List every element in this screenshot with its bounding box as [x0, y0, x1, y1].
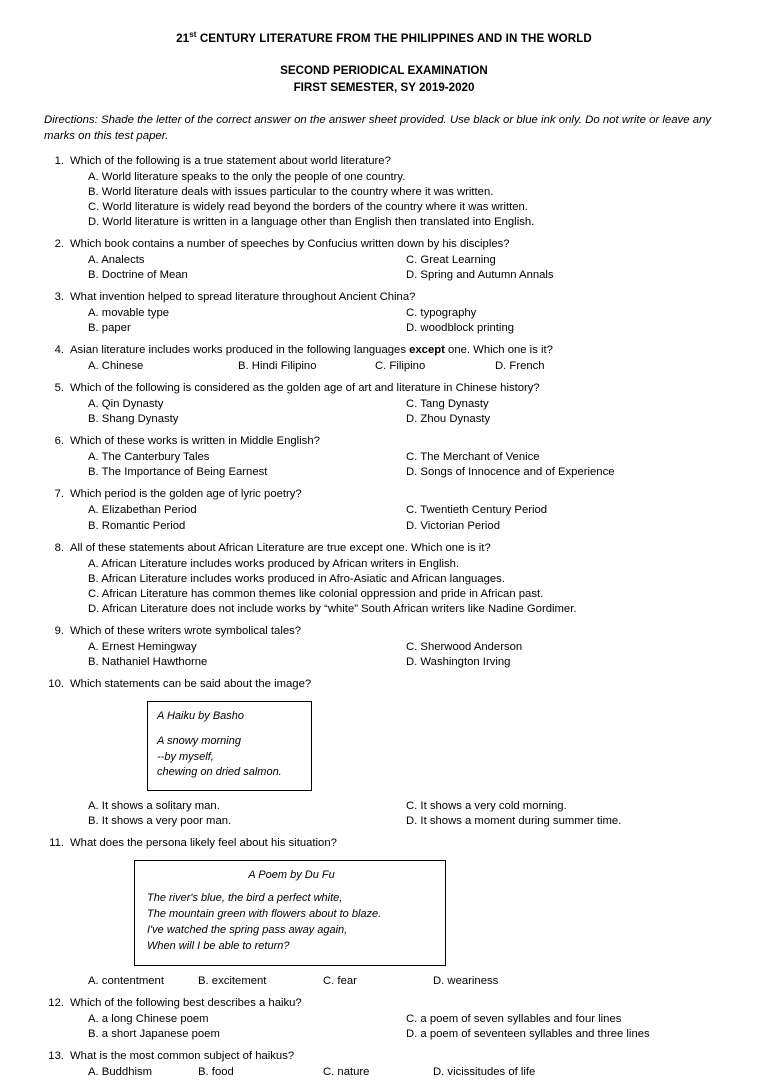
question-body	[70, 541, 724, 557]
choice-option[interactable]: C. World literature is widely read beyond the borders of the country where it was written.	[88, 201, 528, 214]
choice-list	[70, 640, 724, 670]
choices-body	[70, 974, 724, 989]
choice-list	[70, 359, 724, 374]
choice-list	[70, 1012, 724, 1042]
choice-option[interactable]: C. Filipino	[375, 360, 426, 373]
choices-indent	[44, 450, 70, 480]
choices-row	[44, 799, 724, 829]
question-item	[44, 624, 724, 640]
choices-row	[44, 1065, 724, 1080]
choice-option[interactable]: A. The Canterbury Tales	[88, 451, 210, 464]
choice-option[interactable]: C. The Merchant of Venice	[406, 451, 540, 464]
choice-option[interactable]: A. It shows a solitary man.	[88, 800, 220, 813]
question-number: 10.	[48, 677, 64, 690]
choices-indent	[44, 170, 70, 230]
question-item	[44, 1049, 724, 1065]
choice-option[interactable]: C. Twentieth Century Period	[406, 504, 548, 517]
choices-row	[44, 974, 724, 989]
poem-line: I've watched the spring pass away again,	[147, 924, 348, 937]
choices-body	[70, 306, 724, 336]
question-item	[44, 434, 724, 450]
choice-option[interactable]: A. Qin Dynasty	[88, 398, 164, 411]
choices-body	[70, 397, 724, 427]
question-number: 9.	[54, 624, 64, 637]
question-text-emphasis: except	[409, 344, 445, 357]
choice-list	[70, 503, 724, 533]
question-number: 3.	[54, 291, 64, 304]
question-text: Which book contains a number of speeches by Confucius written down by his disciples?	[70, 238, 510, 251]
poem-line: The river's blue, the bird a perfect white,	[147, 892, 343, 905]
question-text-part: Asian literature includes works produced in the following languages	[70, 344, 410, 357]
choice-option[interactable]: D. World literature is written in a language other than English then translated into English.	[88, 216, 535, 229]
question-number: 6.	[54, 435, 64, 448]
choice-option[interactable]: B. Doctrine of Mean	[88, 269, 188, 282]
question-item	[44, 381, 724, 397]
haiku-image-box	[147, 701, 312, 792]
question-body	[70, 677, 724, 693]
poem-line: chewing on dried salmon.	[157, 766, 282, 779]
choice-option[interactable]: C. Great Learning	[406, 254, 496, 267]
choice-option[interactable]: B. It shows a very poor man.	[88, 815, 232, 828]
du-fu-poem-box	[134, 860, 446, 966]
choices-indent	[44, 253, 70, 283]
question-text: Which period is the golden age of lyric poetry?	[70, 488, 302, 501]
choice-list	[70, 799, 724, 829]
question-body	[70, 154, 724, 170]
choice-option[interactable]: C. Sherwood Anderson	[406, 640, 523, 653]
question-text: What invention helped to spread literature throughout Ancient China?	[70, 291, 416, 304]
poem-title: A Haiku by Basho	[157, 709, 245, 722]
question-number: 2.	[54, 238, 64, 251]
choices-row	[44, 640, 724, 670]
question-number: 12.	[48, 997, 64, 1010]
directions-text: Directions: Shade the letter of the correct answer on the answer sheet provided. Use black or blue ink only. Do not write or leave any marks on this test paper.	[44, 114, 712, 142]
question-body	[70, 836, 724, 852]
choice-option[interactable]: A. Chinese	[88, 360, 144, 373]
choice-option[interactable]: D. Songs of Innocence and of Experience	[406, 466, 615, 479]
choice-option[interactable]: A. World literature speaks to the only the people of one country.	[88, 171, 406, 184]
question-item	[44, 487, 724, 503]
question-body	[70, 624, 724, 640]
choices-row	[44, 503, 724, 533]
poem-line: A snowy morning	[157, 734, 241, 747]
choice-option[interactable]: D. It shows a moment during summer time.	[406, 815, 622, 828]
choice-option[interactable]: D. Zhou Dynasty	[406, 413, 491, 426]
choice-option[interactable]: A. African Literature includes works produced by African writers in English.	[88, 557, 460, 570]
choice-option[interactable]: D. weariness	[433, 975, 499, 988]
question-number: 11.	[49, 837, 64, 850]
choice-option[interactable]: B. Shang Dynasty	[88, 413, 179, 426]
question-item	[44, 237, 724, 253]
question-body	[70, 1049, 724, 1065]
question-text: All of these statements about African Literature are true except one. Which one is it?	[70, 541, 491, 554]
choices-row	[44, 253, 724, 283]
poem-title: A Poem by Du Fu	[248, 869, 335, 882]
question-number: 1.	[54, 155, 64, 168]
poem-line: The mountain green with flowers about to blaze.	[147, 908, 382, 921]
question-text: Which of these writers wrote symbolical tales?	[70, 624, 302, 637]
choice-option[interactable]: B. paper	[88, 322, 131, 335]
question-item	[44, 836, 724, 852]
choices-indent	[44, 640, 70, 670]
question-number: 4.	[54, 344, 64, 357]
choice-option[interactable]: C. a poem of seven syllables and four lines	[406, 1013, 622, 1026]
choices-body	[70, 799, 724, 829]
choices-row	[44, 450, 724, 480]
choice-option[interactable]: B. World literature deals with issues particular to the country where it was written.	[88, 186, 494, 199]
question-text: Which statements can be said about the image?	[70, 677, 312, 690]
choices-body	[70, 1065, 724, 1080]
choice-option[interactable]: D. Spring and Autumn Annals	[406, 269, 554, 282]
choice-option[interactable]: A. a long Chinese poem	[88, 1013, 209, 1026]
choice-option[interactable]: D. French	[495, 360, 545, 373]
choices-row	[44, 1012, 724, 1042]
choice-option[interactable]: D. woodblock printing	[406, 322, 515, 335]
question-text: What is the most common subject of haikus?	[70, 1050, 295, 1063]
choice-option[interactable]: A. Ernest Hemingway	[88, 640, 197, 653]
choice-option[interactable]: D. Washington Irving	[406, 655, 511, 668]
choice-option[interactable]: C. typography	[406, 307, 477, 320]
choice-list	[70, 170, 724, 230]
choices-body	[70, 640, 724, 670]
choice-option[interactable]: D. Victorian Period	[406, 519, 500, 532]
question-number: 13.	[48, 1050, 64, 1063]
choices-row	[44, 306, 724, 336]
question-text: Which of the following is a true statement about world literature?	[70, 155, 391, 168]
question-item	[44, 290, 724, 306]
choices-body	[70, 503, 724, 533]
question-body	[70, 237, 724, 253]
question-body	[70, 381, 724, 397]
question-text	[70, 343, 724, 358]
title-rest: CENTURY LITERATURE FROM THE PHILIPPINES AND IN THE WORLD	[196, 31, 592, 45]
choices-body	[70, 450, 724, 480]
choices-row	[44, 397, 724, 427]
exam-subtitle	[44, 63, 724, 96]
choices-body	[70, 170, 724, 230]
choice-list	[70, 306, 724, 336]
choices-indent	[44, 974, 70, 989]
exam-semester: FIRST SEMESTER, SY 2019-2020	[293, 80, 475, 94]
choice-option[interactable]: A. Buddhism	[88, 1066, 153, 1079]
choices-indent	[44, 1065, 70, 1080]
choices-body	[70, 557, 724, 617]
choice-option[interactable]: A. movable type	[88, 307, 170, 320]
question-text: Which of the following is considered as the golden age of art and literature in Chinese history?	[70, 382, 540, 395]
choice-list	[70, 974, 724, 989]
question-text-part: one. Which one is it?	[444, 344, 553, 357]
title-ordinal-suffix: st	[189, 30, 197, 39]
choices-row	[44, 170, 724, 230]
question-number: 7.	[54, 488, 64, 501]
question-number: 8.	[54, 541, 64, 554]
choices-indent	[44, 1012, 70, 1042]
choice-list	[70, 253, 724, 283]
question-body	[70, 434, 724, 450]
question-text: Which of these works is written in Middle English?	[70, 435, 320, 448]
choice-list	[70, 1065, 724, 1080]
choices-row	[44, 359, 724, 374]
choice-option[interactable]: D. vicissitudes of life	[433, 1066, 536, 1079]
choice-option[interactable]: A. Analects	[88, 254, 145, 267]
choice-option[interactable]: B. Nathaniel Hawthorne	[88, 655, 208, 668]
choice-option[interactable]: D. African Literature does not include works by “white” South African writers like Nadine Gordimer.	[88, 602, 577, 615]
choice-list	[70, 557, 724, 617]
question-body	[70, 487, 724, 503]
choice-list	[70, 397, 724, 427]
poem-line: When will I be able to return?	[147, 940, 290, 953]
exam-name: SECOND PERIODICAL EXAMINATION	[280, 64, 488, 78]
choice-option[interactable]: B. African Literature includes works produced in Afro-Asiatic and African languages.	[88, 572, 505, 585]
choices-indent	[44, 359, 70, 374]
choice-option[interactable]: C. African Literature has common themes like colonial oppression and pride in African past.	[88, 587, 544, 600]
choices-indent	[44, 503, 70, 533]
choice-option[interactable]: B. Hindi Filipino	[238, 360, 317, 373]
choices-indent	[44, 397, 70, 427]
question-item	[44, 343, 724, 359]
choice-option[interactable]: B. food	[198, 1066, 234, 1079]
choice-option[interactable]: C. fear	[323, 975, 357, 988]
question-item	[44, 677, 724, 693]
choices-body	[70, 359, 724, 374]
choices-indent	[44, 306, 70, 336]
question-body	[70, 996, 724, 1012]
choice-option[interactable]: B. Romantic Period	[88, 519, 186, 532]
choice-option[interactable]: C. nature	[323, 1066, 370, 1079]
choice-option[interactable]: C. It shows a very cold morning.	[406, 800, 567, 813]
question-text: Which of the following best describes a haiku?	[70, 997, 302, 1010]
question-item	[44, 541, 724, 557]
question-list	[44, 154, 724, 1080]
choices-indent	[44, 799, 70, 829]
choices-body	[70, 253, 724, 283]
choices-row	[44, 557, 724, 617]
poem-line: --by myself,	[157, 750, 214, 763]
question-item	[44, 996, 724, 1012]
question-number: 5.	[54, 382, 64, 395]
choice-option[interactable]: B. excitement	[198, 975, 267, 988]
choice-option[interactable]: C. Tang Dynasty	[406, 398, 489, 411]
question-item	[44, 154, 724, 170]
question-text: What does the persona likely feel about his situation?	[70, 837, 337, 850]
choice-option[interactable]: A. contentment	[88, 975, 164, 988]
choice-list	[70, 450, 724, 480]
choice-option[interactable]: A. Elizabethan Period	[88, 504, 197, 517]
choices-body	[70, 1012, 724, 1042]
page-title	[44, 30, 724, 46]
question-body	[70, 343, 724, 359]
question-body	[70, 290, 724, 306]
title-prefix: 21	[176, 31, 190, 45]
choice-option[interactable]: B. a short Japanese poem	[88, 1028, 220, 1041]
choice-option[interactable]: D. a poem of seventeen syllables and three lines	[406, 1028, 650, 1041]
choices-indent	[44, 557, 70, 617]
choice-option[interactable]: B. The Importance of Being Earnest	[88, 466, 268, 479]
